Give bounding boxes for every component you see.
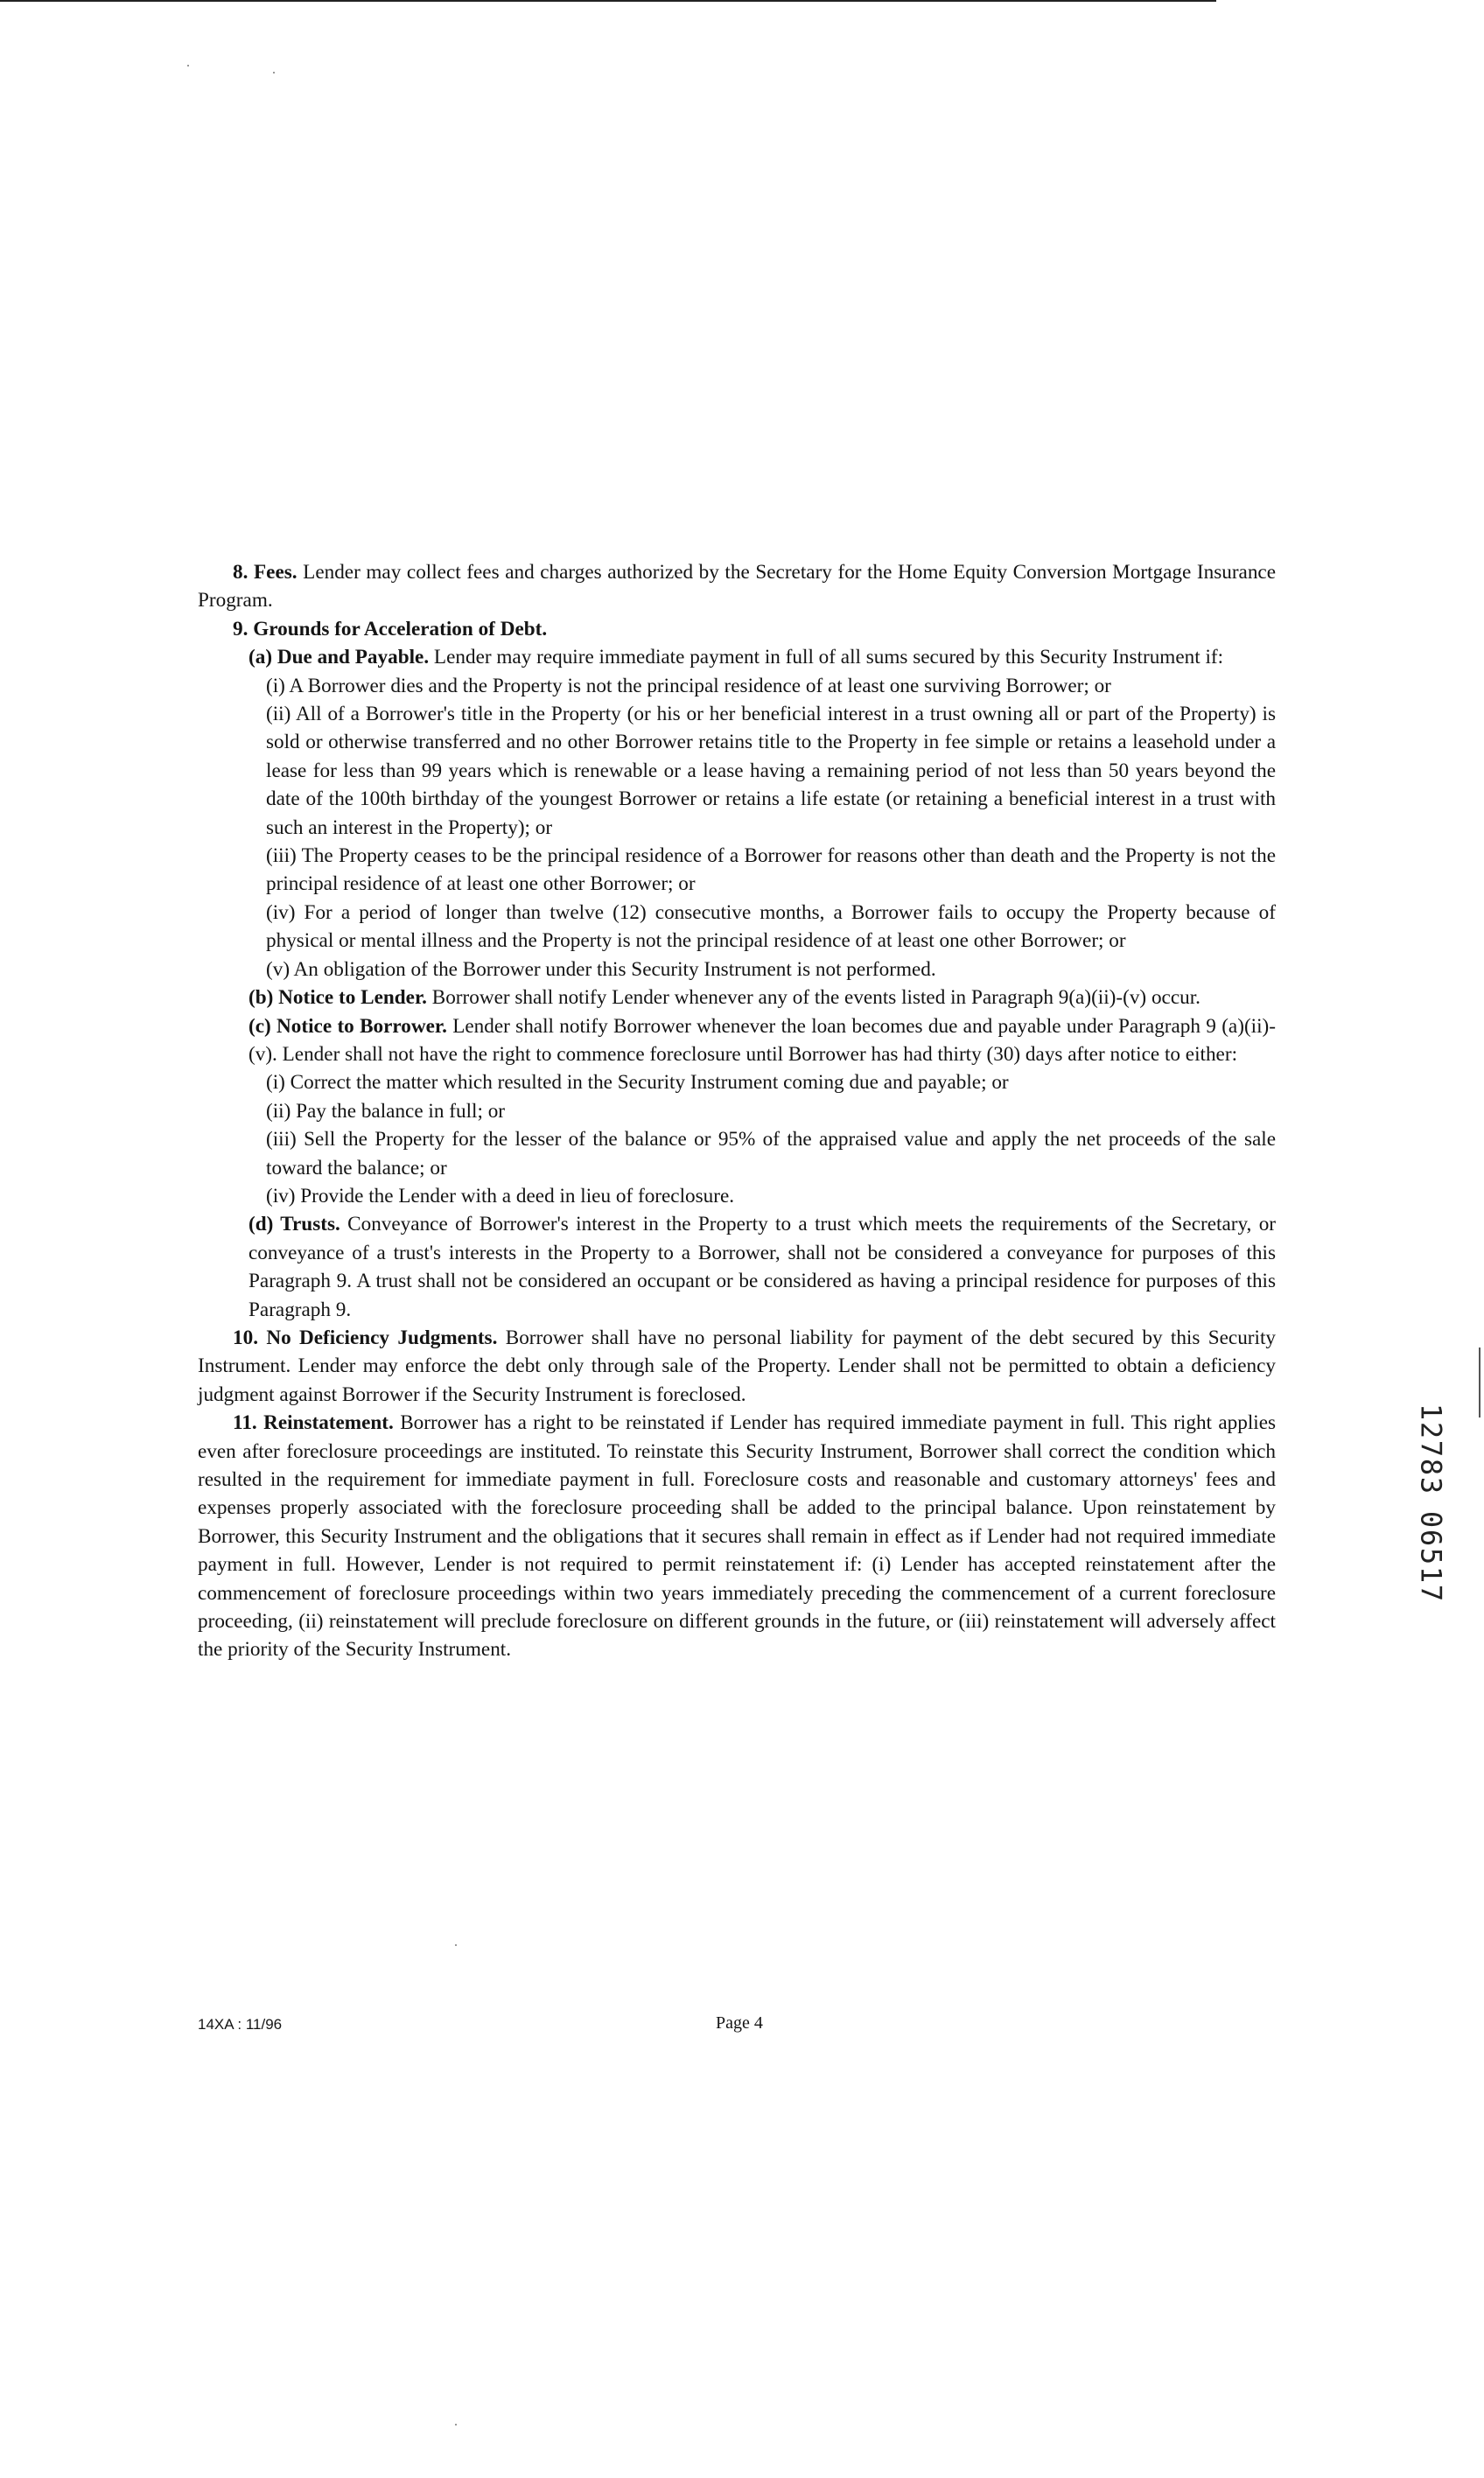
stamp-digit: 0 — [1414, 1510, 1448, 1529]
section-9c-item: (ii) Pay the balance in full; or — [266, 1099, 506, 1123]
section-9-number: 9. — [233, 617, 248, 640]
section-9c-item: (iii) Sell the Property for the lesser of the balance or 95% of the appraised value and apply the net proceeds of the sale toward the balance; or — [266, 1128, 1276, 1180]
section-9c-label: (c) Notice to Borrower. — [248, 1014, 447, 1038]
section-9d-text: Conveyance of Borrower's interest in the Property to a trust which meets the requirements of the Secretary, or conveyance of a trust's interests in the Property to a Borrower, shall not be considered a conveyance for purposes of this Paragraph 9. A trust shall not be considered an occupant or be considered as having a principal residence for purposes of this Paragraph 9. — [248, 1213, 1277, 1321]
stamp-digit: 3 — [1414, 1476, 1448, 1494]
section-9c-item: (i) Correct the matter which resulted in the Security Instrument coming due and payable; or — [266, 1071, 1009, 1095]
section-8-heading: Fees. — [253, 561, 298, 584]
scan-speck — [273, 72, 275, 74]
document-body — [198, 558, 1276, 1664]
stamp-digit: 2 — [1414, 1421, 1448, 1439]
section-10 — [198, 1324, 1276, 1409]
section-9c — [248, 1012, 1276, 1069]
page-number: Page 4 — [716, 2013, 763, 2033]
form-id: 14XA : 11/96 — [198, 2016, 283, 2033]
scan-speck — [187, 65, 189, 66]
scan-speck — [455, 2424, 457, 2426]
stamp-digit: 1 — [1414, 1403, 1448, 1421]
scan-edge-mark — [1479, 1348, 1480, 1418]
section-9 — [198, 615, 1276, 643]
section-9a-item: (ii) All of a Borrower's title in the Property (or his or her beneficial interest in a trust owning all or part of the Property) is sold or otherwise transferred and no other Borrower retains title to the Property in fee simple or retains a leasehold under a lease for less than 99 years which is renewable or a lease having a remaining period of not less than 50 years beyond the date of the 100th birthday of the youngest Borrower or retains a life estate (or retaining a beneficial interest in a trust with such an interest in the Property); or — [266, 703, 1276, 839]
stamp-digit: 7 — [1414, 1439, 1448, 1458]
stamp-digit: 1 — [1414, 1565, 1448, 1584]
section-9d — [248, 1210, 1276, 1324]
section-9a-item: (i) A Borrower dies and the Property is not the principal residence of at least one surviving Borrower; or — [266, 674, 1111, 697]
section-9b — [248, 984, 1276, 1012]
section-11-number: 11. — [233, 1411, 257, 1435]
stamp-digit: 8 — [1414, 1458, 1448, 1476]
section-10-text: Borrower shall have no personal liability for payment of the debt secured by this Security Instrument. Lender may enforce the debt only through sale of the Property. Lender shall not be permitted to obtain a deficiency judgment against Borrower if the Security Instrument is foreclosed. — [198, 1326, 1277, 1406]
scan-speck — [455, 1944, 457, 1946]
section-9-heading: Grounds for Acceleration of Debt. — [253, 617, 548, 640]
section-9d-label: (d) Trusts. — [248, 1213, 340, 1236]
section-11-text: Borrower has a right to be reinstated if Lender has required immediate payment in full. This right applies even after foreclosure proceedings are instituted. To reinstate this Security Instrument, Borrower shall correct the condition which resulted in the requirement for immediate payment in full. Foreclosure costs and reasonable and customary attorneys' fees and expenses properly associated with the foreclosure proceeding shall be added to the principal balance. Upon reinstatement by Borrower, this Security Instrument and the obligations that it secures shall remain in effect as if Lender had not required immediate payment in full. However, Lender is not required to permit reinstatement if: (i) Lender has accepted reinstatement after the commencement of foreclosure proceedings within two years immediately preceding the commencement of a current foreclosure proceeding, (ii) reinstatement will preclude foreclosure on different grounds in the future, or (iii) reinstatement will adversely affect the priority of the Security Instrument. — [198, 1411, 1277, 1662]
recording-stamp — [1413, 1403, 1448, 1630]
section-9a-item: (v) An obligation of the Borrower under this Security Instrument is not performed. — [266, 957, 936, 981]
section-9a-text: Lender may require immediate payment in full of all sums secured by this Security Instrument if: — [433, 646, 1224, 669]
section-10-number: 10. — [233, 1326, 258, 1349]
section-9a-item: (iii) The Property ceases to be the principal residence of a Borrower for reasons other than death and the Property is not the principal residence of at least one other Borrower; or — [266, 844, 1276, 896]
section-9a-item: (iv) For a period of longer than twelve (12) consecutive months, a Borrower fails to occupy the Property because of physical or mental illness and the Property is not the principal residence of at least one other Borrower; or — [266, 900, 1276, 953]
section-11 — [198, 1409, 1276, 1664]
section-9a — [248, 643, 1276, 671]
stamp-digit: 7 — [1414, 1584, 1448, 1602]
section-9b-label: (b) Notice to Lender. — [248, 986, 427, 1010]
section-10-heading: No Deficiency Judgments. — [266, 1326, 498, 1349]
stamp-digit: 6 — [1414, 1529, 1448, 1547]
section-9c-text: Lender shall notify Borrower whenever the loan becomes due and payable under Paragraph 9 (a)(ii)-(v). Lender shall not have the right to commence foreclosure until Borrower has had thirty (30) days after notice to either: — [248, 1014, 1276, 1066]
stamp-digit: 5 — [1414, 1547, 1448, 1565]
section-9b-text: Borrower shall notify Lender whenever any of the events listed in Paragraph 9(a)(ii)-(v) occur. — [431, 986, 1200, 1010]
section-8-text: Lender may collect fees and charges authorized by the Secretary for the Home Equity Conversion Mortgage Insurance Program. — [198, 561, 1277, 612]
section-9a-label: (a) Due and Payable. — [248, 646, 430, 669]
top-border-line — [0, 0, 1216, 2]
section-11-heading: Reinstatement. — [263, 1411, 394, 1435]
section-9c-item: (iv) Provide the Lender with a deed in lieu of foreclosure. — [266, 1184, 735, 1208]
section-8-number: 8. — [233, 561, 248, 584]
section-8 — [198, 558, 1276, 615]
